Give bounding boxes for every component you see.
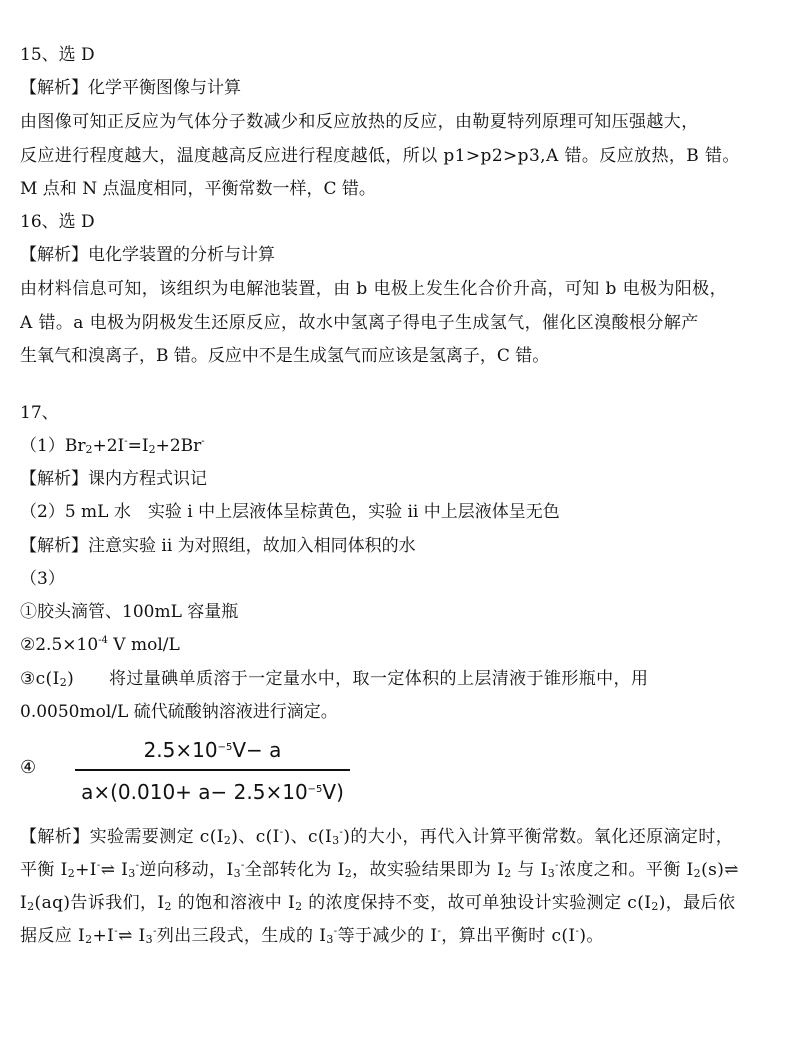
- q17-final-analysis-line2: 平衡 $I_2+I^-\rightleftharpoons$ $I_3^-$逆向移动，$I_3^-$全部转化为 $I_2$，故实验结果即为 $I_2$ 与 $I_3^-$浓度之和。平衡 $I_2(s)\rightleftharpoons$: [20, 860, 739, 880]
- q17-final-analysis-line4: 据反应 $I_2+I^-\rightleftharpoons$ $I_3^-$列出三段式，生成的 $I_3^-$等于减少的 I-，算出平衡时 c(I-)。: [20, 926, 604, 946]
- q15-body-line1: 由图像可知正反应为气体分子数减少和反应放热的反应，由勒夏特列原理可知压强越大，: [20, 112, 699, 132]
- q16-body-line2: A 错。a 电极为阴极发生还原反应，故水中氢离子得电子生成氢气，催化区溴酸根分解产: [20, 313, 699, 333]
- q17-part3-item3-line2: 0.0050mol/L 硫代硫酸钠溶液进行滴定。: [20, 702, 338, 722]
- q17-part1-equation: $(1)Br_2+2I^-=I_2+2Br^-$: [20, 436, 205, 456]
- equilibrium-constant-fraction: [75, 737, 350, 805]
- q17-part2-analysis: 【解析】注意实验 ii 为对照组，故加入相同体积的水: [20, 536, 416, 556]
- q17-part2-answer: （2）5 mL 水 实验 i 中上层液体呈棕黄色，实验 ii 中上层液体呈无色: [20, 502, 560, 522]
- q15-analysis-tag: 【解析】化学平衡图像与计算: [20, 78, 241, 98]
- q17-part3-item3: $③c(I_2)$ 将过量碘单质溶于一定量水中，取一定体积的上层清液于锥形瓶中，用: [20, 669, 649, 689]
- q17-part3-item4-label: ④: [20, 757, 37, 778]
- fraction-denominator: $a\times(0.010+ a- 2.5\times 10^{-5}V)$: [81, 779, 344, 804]
- q17-part3-item1: ①胶头滴管、100mL 容量瓶: [20, 602, 239, 622]
- fraction-numerator: $2.5\times 10^{-5}V- a$: [143, 738, 282, 762]
- q16-body-line3: 生氧气和溴离子，B 错。反应中不是生成氢气而应该是氢离子，C 错。: [20, 346, 550, 366]
- q17-title: 17、: [20, 403, 59, 423]
- q17-final-analysis-line3: $I_2(aq)$告诉我们，$I_2$ 的饱和溶液中 $I_2$ 的浓度保持不变，故可单独设计实验测定 $c(I_2)$，最后依: [20, 893, 736, 913]
- q16-title: 16、选 D: [20, 212, 95, 232]
- q15-body-line2: 反应进行程度越大，温度越高反应进行程度越低，所以 p1>p2>p3,A 错。反应放热，B 错。: [20, 146, 740, 166]
- q17-final-analysis-line1: 【解析】实验需要测定 $c(I_2)$、c(I-)、$c(I_3^-)$的大小，再代入计算平衡常数。氧化还原滴定时，: [20, 827, 734, 847]
- q17-part3-item2: $②2.5\times 10^{-4}$ V mol/L: [20, 635, 180, 655]
- q17-part3-label: （3）: [20, 569, 65, 589]
- q15-title: 15、选 D: [20, 45, 95, 65]
- q16-body-line1: 由材料信息可知，该组织为电解池装置，由 b 电极上发生化合价升高，可知 b 电极为阳极，: [20, 279, 727, 299]
- q17-part1-analysis: 【解析】课内方程式识记: [20, 469, 207, 489]
- q16-analysis-tag: 【解析】电化学装置的分析与计算: [20, 245, 275, 265]
- q15-body-line3: M 点和 N 点温度相同，平衡常数一样，C 错。: [20, 179, 376, 199]
